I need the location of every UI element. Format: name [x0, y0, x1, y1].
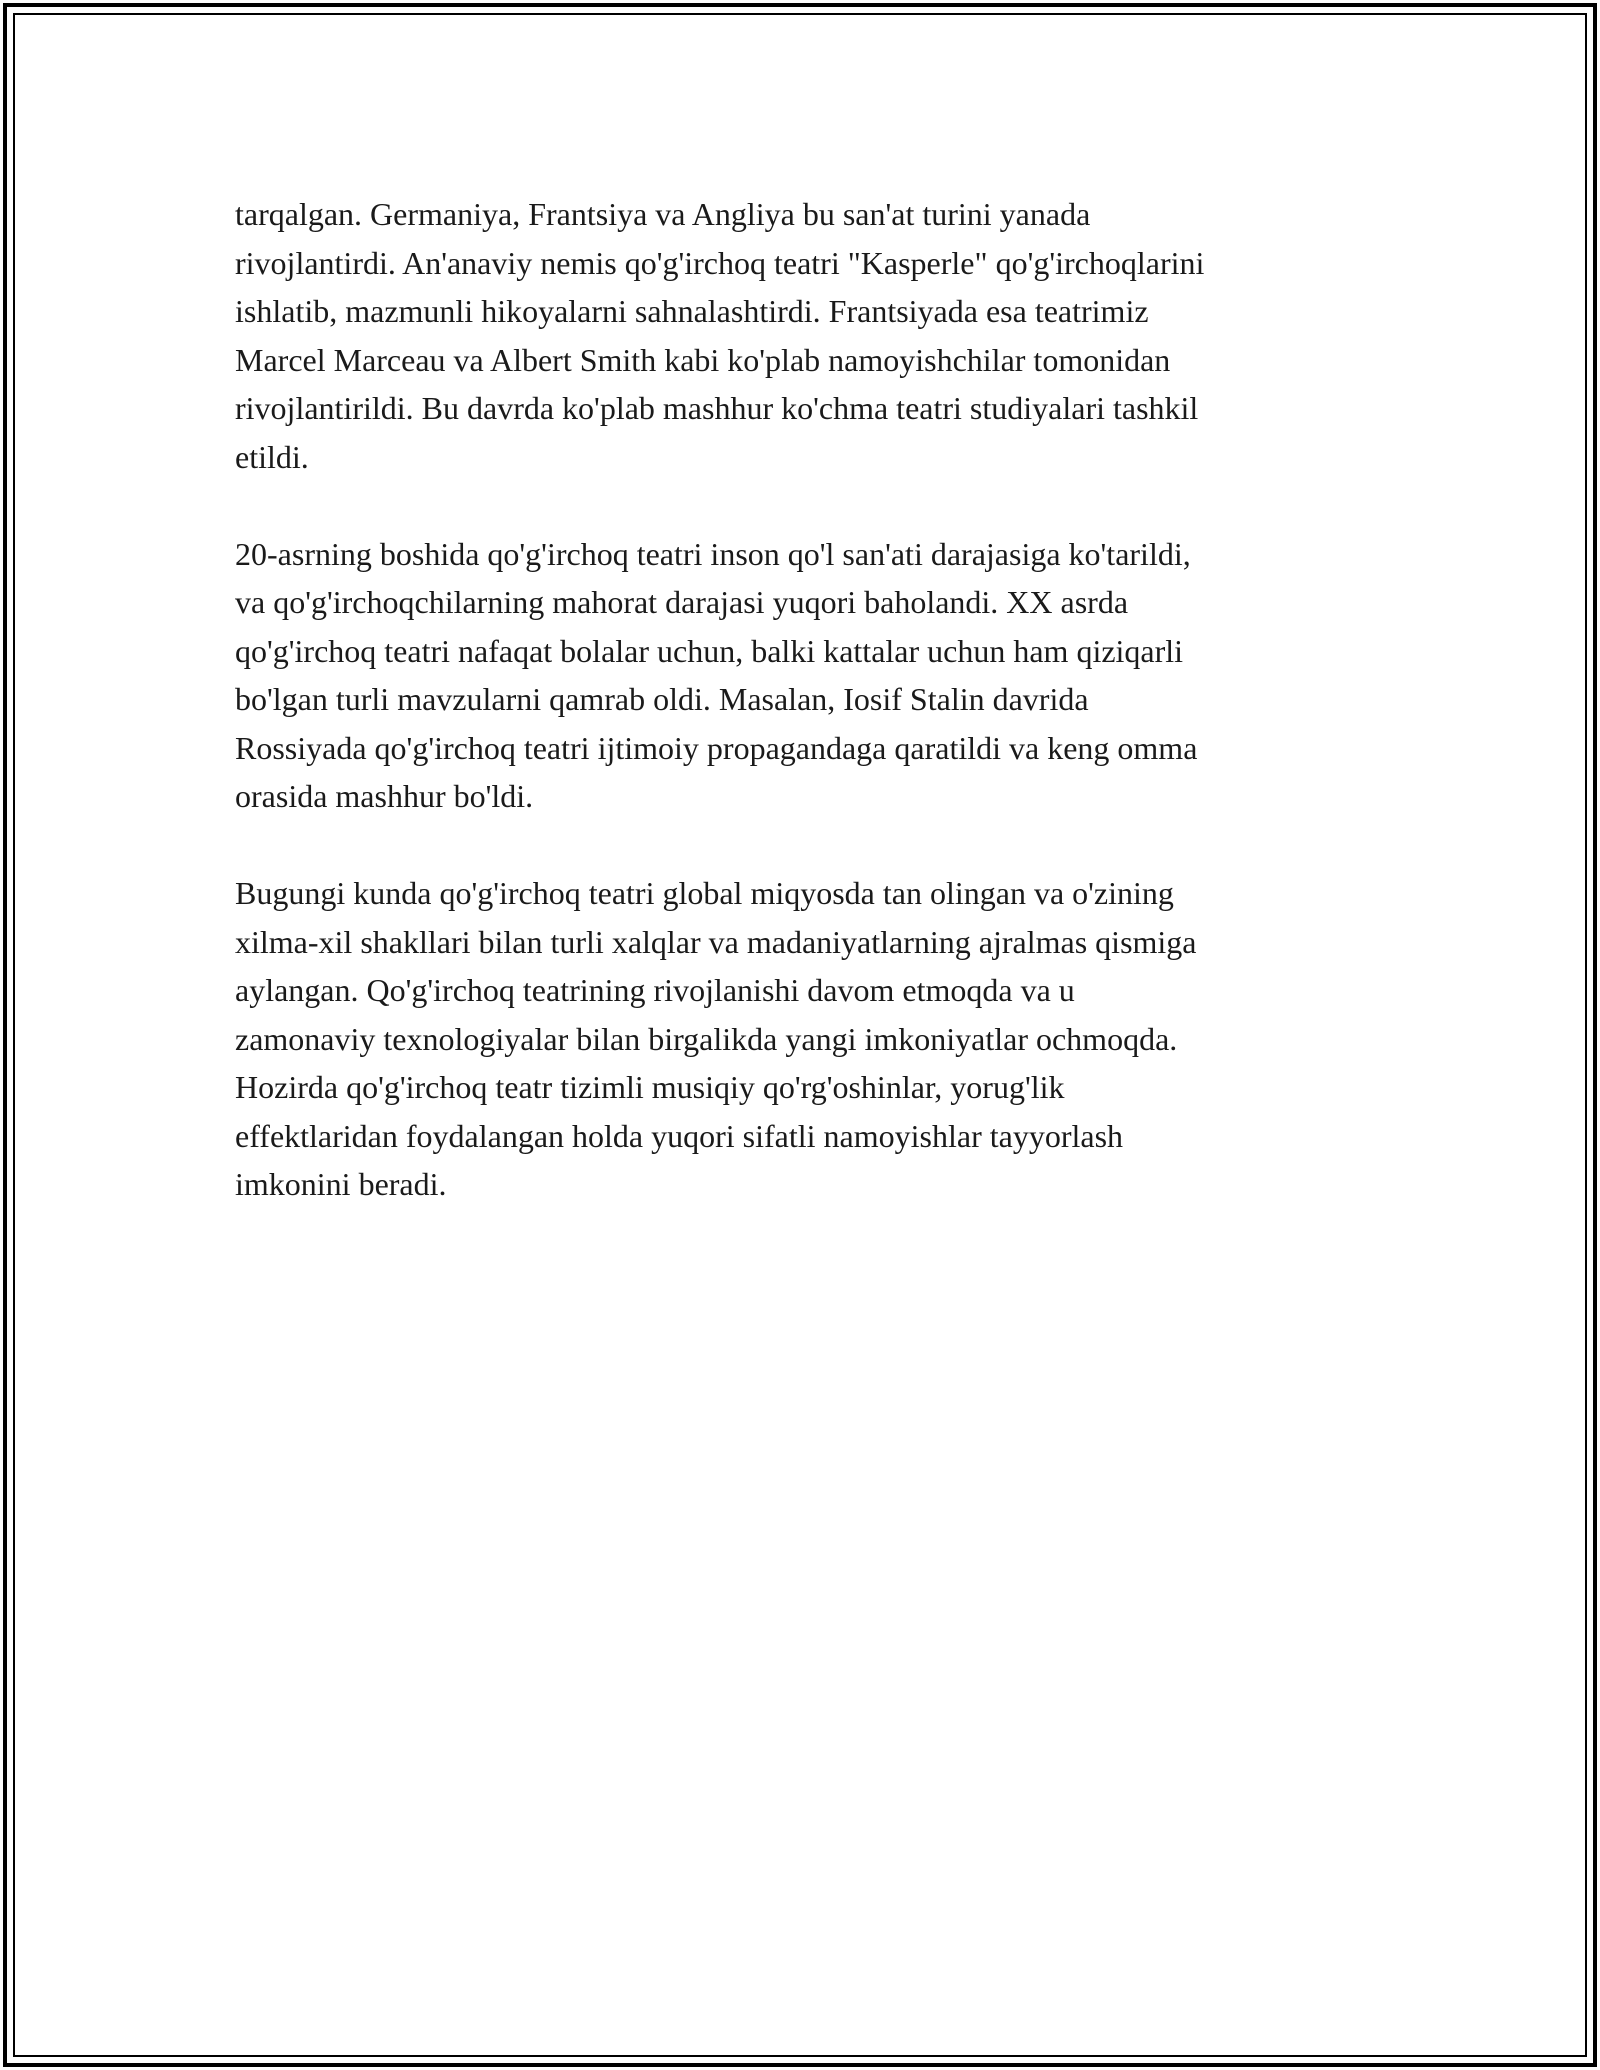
document-body — [235, 190, 1365, 1257]
paragraph-3: Bugungi kunda qo'g'irchoq teatri global miqyosda tan olingan va o'zining xilma-xil shakllari bilan turli xalqlar va madaniyatlarning ajralmas qismiga aylangan. Qo'g'irchoq teatrining rivojlanishi davom etmoqda va u zamonaviy texnologiyalar bilan birgalikda yangi imkoniyatlar ochmoqda. Hozirda qo'g'irchoq teatr tizimli musiqiy qo'rg'oshinlar, yorug'lik effektlaridan foydalangan holda yuqori sifatli namoyishlar tayyorlash imkonini beradi. — [235, 875, 1197, 1202]
paragraph-1: tarqalgan. Germaniya, Frantsiya va Angliya bu san'at turini yanada rivojlantirdi. An'anaviy nemis qo'g'irchoq teatri "Kasperle" qo'g'irchoqlarini ishlatib, mazmunli hikoyalarni sahnalashtirdi. Frantsiyada esa teatrimiz Marcel Marceau va Albert Smith kabi ko'plab namoyishchilar tomonidan rivojlantirildi. Bu davrda ko'plab mashhur ko'chma teatri studiyalari tashkil etildi. — [235, 196, 1205, 475]
paragraph-2: 20-asrning boshida qo'g'irchoq teatri inson qo'l san'ati darajasiga ko'tarildi, va qo'g'irchoqchilarning mahorat darajasi yuqori baholandi. XX asrda qo'g'irchoq teatri nafaqat bolalar uchun, balki kattalar uchun ham qiziqarli bo'lgan turli mavzularni qamrab oldi. Masalan, Iosif Stalin davrida Rossiyada qo'g'irchoq teatri ijtimoiy propagandaga qaratildi va keng omma orasida mashhur bo'ldi. — [235, 535, 1198, 814]
